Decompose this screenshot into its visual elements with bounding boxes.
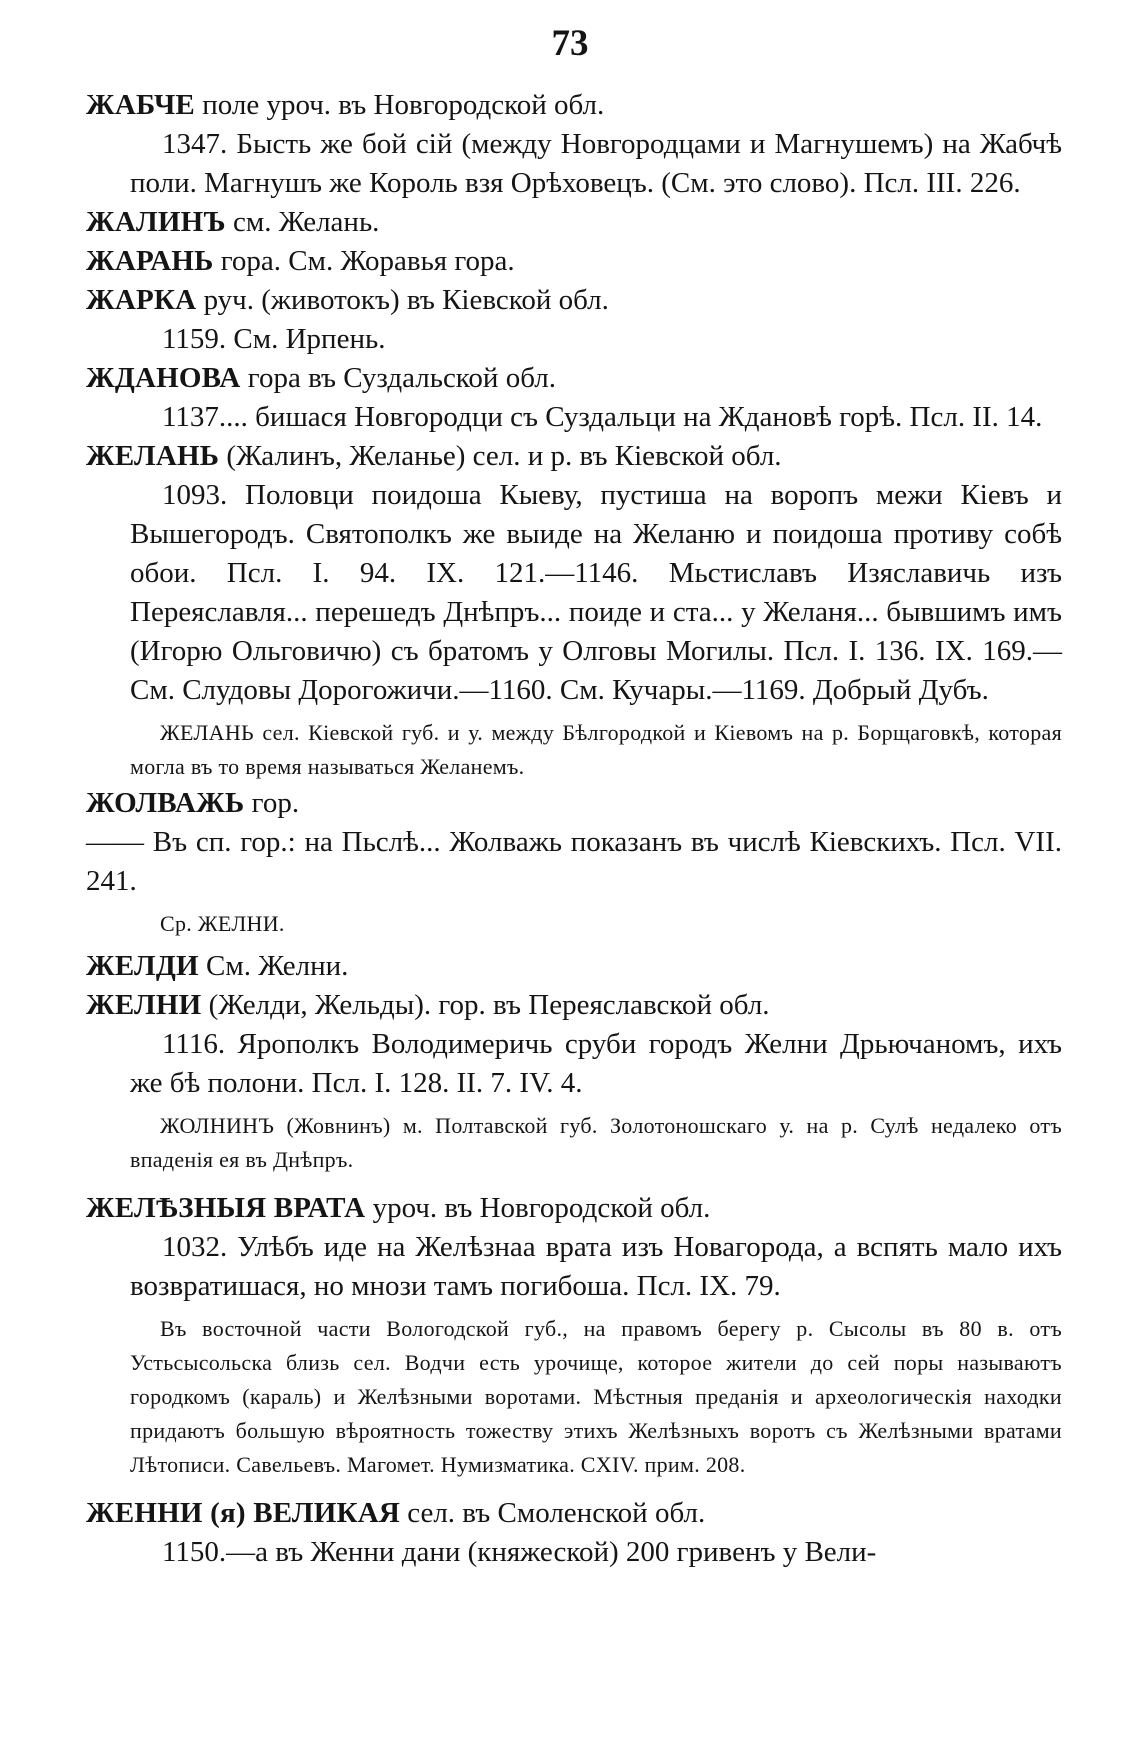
entry-title: ЖЕЛДИ xyxy=(86,950,199,982)
entry-description: руч. (животокъ) въ Кіевской обл. xyxy=(196,284,609,316)
entry-body: 1137.... бишася Новгородци съ Суздальци на Ждановѣ горѣ. Псл. II. 14. xyxy=(162,401,1043,433)
entry-description: поле уроч. въ Новгородской обл. xyxy=(194,89,605,121)
entry-body: 1159. См. Ирпень. xyxy=(162,323,386,355)
dictionary-column xyxy=(86,86,1062,1572)
entry-description: гора въ Суздальской обл. xyxy=(240,362,556,394)
entry-heading xyxy=(86,281,1062,320)
entry-body: —— Въ сп. гор.: на Пьслѣ... Жолважь показанъ въ числѣ Кіевскихъ. Псл. VII. 241. xyxy=(86,826,1062,897)
entry-description: См. Желни. xyxy=(198,950,349,982)
entry-note: Ср. ЖЕЛНИ. xyxy=(160,911,285,936)
entry-title: ЖАРАНЬ xyxy=(86,245,214,277)
entry-title: ЖАЛИНЪ xyxy=(86,206,226,238)
entry-body: 1093. Половци поидоша Кыеву, пустиша на воропъ межи Кіевъ и Вышегородъ. Святополкъ же выиде на Желаню и поидоша противу собѣ обои. Псл. I. 94. IX. 121.—1146. Мьстиславъ Изяславичь изъ Переяславля... перешедъ Днѣпръ... поиде и ста... у Желаня... бывшимъ имъ (Игорю Ольговичю) съ братомъ у Олговы Могилы. Псл. I. 136. IX. 169.—См. Слудовы Дорогожичи.—1160. См. Кучары.—1169. Добрый Дубъ. xyxy=(130,479,1062,706)
entry-description: гор. xyxy=(244,787,300,819)
entry-heading xyxy=(86,784,1062,823)
entry-title: ЖАБЧЕ xyxy=(86,89,195,121)
entry-title: ЖАРКА xyxy=(86,284,197,316)
entry-body: 1150.—а въ Женни дани (княжеской) 200 гривенъ у Вели- xyxy=(162,1536,877,1568)
entry-title: ЖЕЛѢЗНЫЯ ВРАТА xyxy=(86,1192,366,1224)
entry-heading xyxy=(86,203,1062,242)
entry-note: ЖОЛНИНЪ (Жовнинъ) м. Полтавской губ. Золотоношскаго у. на р. Сулѣ недалеко отъ впаденія ея въ Днѣпръ. xyxy=(130,1113,1062,1172)
entry-heading xyxy=(86,86,1062,125)
entry-description: (Жалинъ, Желанье) сел. и р. въ Кіевской обл. xyxy=(219,440,782,472)
entry-body: 1116. Ярополкъ Володимеричь сруби городъ Желни Дрьючаномъ, ихъ же бѣ полони. Псл. I. 128. II. 7. IV. 4. xyxy=(130,1028,1062,1099)
entry-heading xyxy=(86,1189,1062,1228)
entry-description: уроч. въ Новгородской обл. xyxy=(365,1192,711,1224)
entry-body: 1032. Улѣбъ иде на Желѣзнаа врата изъ Новагорода, а вспять мало ихъ возвратишася, но мнози тамъ погибоша. Псл. IX. 79. xyxy=(130,1231,1062,1302)
entry-heading xyxy=(86,986,1062,1025)
entry-heading xyxy=(86,437,1062,476)
entry-description: гора. См. Жоравья гора. xyxy=(213,245,515,277)
entry-heading xyxy=(86,242,1062,281)
entry-body: 1347. Бысть же бой сій (между Новгородцами и Магнушемъ) на Жабчѣ поли. Магнушъ же Король взя Орѣховецъ. (См. это слово). Псл. III. 226. xyxy=(130,128,1062,199)
entry-description: см. Желань. xyxy=(225,206,380,238)
entry-description: сел. въ Смоленской обл. xyxy=(399,1497,706,1529)
entry-note: Въ восточной части Вологодской губ., на правомъ берегу р. Сысолы въ 80 в. отъ Устьсысольска близь сел. Водчи есть урочище, которое жители до сей поры называютъ городкомъ (караль) и Желѣзными воротами. Мѣстныя преданія и археологическія находки придаютъ большую вѣроятность тожеству этихъ Желѣзныхъ воротъ съ Желѣзными вратами Лѣтописи. Савельевъ. Магомет. Нумизматика. CXIV. прим. 208. xyxy=(130,1316,1062,1477)
entry-heading xyxy=(86,359,1062,398)
entry-title: ЖДАНОВА xyxy=(86,362,241,394)
entry-note: ЖЕЛАНЬ сел. Кіевской губ. и у. между Бѣлгородкой и Кіевомъ на р. Борщаговкѣ, которая могла въ то время называться Желанемъ. xyxy=(130,720,1062,779)
entry-title: ЖОЛВАЖЬ xyxy=(86,787,245,819)
entry-title: ЖЕЛАНЬ xyxy=(86,440,220,472)
entry-title: ЖЕЛНИ xyxy=(86,989,202,1021)
entry-heading xyxy=(86,947,1062,986)
entry-heading xyxy=(86,1494,1062,1533)
entry-description: (Желди, Жельды). гор. въ Переяславской обл. xyxy=(201,989,770,1021)
entry-title: ЖЕННИ (я) ВЕЛИКАЯ xyxy=(86,1497,400,1529)
page-number: 73 xyxy=(551,23,589,64)
